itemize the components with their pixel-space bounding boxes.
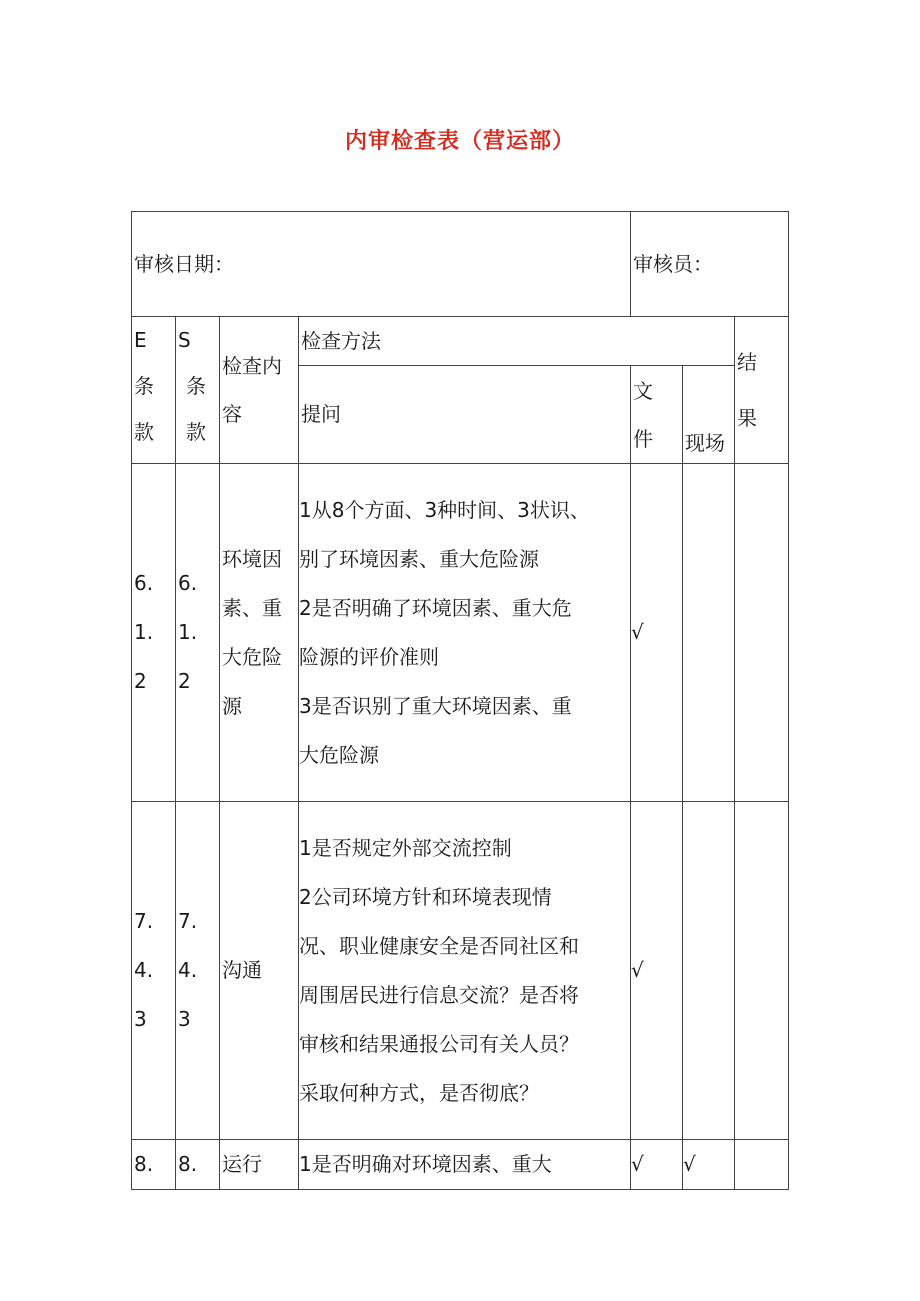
question-header-label: 提问 (301, 402, 341, 426)
site-header-label: 现场 (685, 431, 725, 455)
document-check-cell (631, 464, 683, 802)
s-clause-cell (176, 802, 220, 1140)
site-check-cell (683, 1140, 735, 1190)
s-clause-header-line: 条 (186, 374, 206, 398)
method-header-label: 检查方法 (301, 329, 381, 353)
site-checkmark: √ (683, 1152, 696, 1176)
s-clause-line: 1. (178, 620, 198, 644)
question-line: 周围居民进行信息交流？是否将 (299, 982, 579, 1007)
e-clause-line: 3 (134, 1007, 147, 1031)
s-clause-header (176, 317, 220, 464)
question-line: 1是否规定外部交流控制 (299, 835, 512, 860)
e-clause-header-line: 款 (134, 420, 154, 444)
document-checkmark: √ (631, 1152, 644, 1176)
result-cell (735, 464, 789, 802)
s-clause-line: 6. (178, 571, 198, 595)
question-line: 险源的评价准则 (299, 644, 439, 669)
content-line: 沟通 (222, 958, 262, 982)
question-line: 况、职业健康安全是否同社区和 (299, 933, 579, 958)
s-clause-line: 3 (178, 1007, 191, 1031)
document-check-cell (631, 802, 683, 1140)
content-header-line: 检查内 (222, 354, 282, 378)
s-clause-header-line: 款 (186, 420, 206, 444)
e-clause-line: 4. (134, 958, 154, 982)
e-clause-cell (132, 1140, 176, 1190)
page-title: 内审检查表（营运部） (344, 129, 575, 154)
question-line: 2是否明确了环境因素、重大危 (299, 595, 572, 620)
question-cell (299, 802, 631, 1140)
e-clause-header-line: 条 (134, 374, 154, 398)
document-header-line: 文 (633, 378, 653, 403)
content-cell (220, 802, 299, 1140)
content-cell (220, 1140, 299, 1190)
content-line: 素、重 (222, 595, 282, 620)
result-cell (735, 1140, 789, 1190)
question-line: 大危险源 (299, 742, 379, 767)
document-header (631, 366, 683, 464)
site-check-cell (683, 464, 735, 802)
e-clause-cell (132, 802, 176, 1140)
content-header-line: 容 (222, 402, 242, 426)
result-header-line: 果 (737, 406, 757, 430)
audit-info-row (132, 212, 789, 317)
table-row (132, 1140, 789, 1190)
audit-date-cell (132, 212, 631, 317)
audit-date-label: 审核日期： (134, 252, 234, 276)
result-header-line: 结 (737, 350, 757, 374)
s-clause-line: 7. (178, 909, 198, 933)
e-clause-line: 2 (134, 669, 147, 693)
result-header (735, 317, 789, 464)
content-line: 环境因 (222, 546, 282, 571)
e-clause-line: 1. (134, 620, 154, 644)
content-cell (220, 464, 299, 802)
document-checkmark: √ (631, 620, 644, 644)
e-clause-line: 7. (134, 909, 154, 933)
s-clause-line: 2 (178, 669, 191, 693)
s-clause-header-line: S (178, 328, 191, 352)
question-line: 采取何种方式，是否彻底？ (299, 1080, 539, 1105)
question-cell (299, 464, 631, 802)
e-clause-line: 8. (134, 1152, 154, 1176)
question-line: 3是否识别了重大环境因素、重 (299, 693, 572, 718)
table-row (132, 464, 789, 802)
content-line: 大危险 (222, 644, 282, 669)
s-clause-cell (176, 1140, 220, 1190)
audit-checklist-table (131, 211, 789, 1190)
method-header (299, 317, 735, 366)
s-clause-line: 4. (178, 958, 198, 982)
s-clause-cell (176, 464, 220, 802)
document-checkmark: √ (631, 958, 644, 982)
e-clause-cell (132, 464, 176, 802)
question-line: 1是否明确对环境因素、重大 (299, 1152, 552, 1176)
document-check-cell (631, 1140, 683, 1190)
question-line: 审核和结果通报公司有关人员？ (299, 1031, 579, 1056)
content-header (220, 317, 299, 464)
site-check-cell (683, 802, 735, 1140)
auditor-label: 审核员： (633, 252, 713, 276)
question-line: 1从8个方面、3种时间、3状识、 (299, 497, 590, 522)
content-line: 源 (222, 693, 242, 718)
question-cell (299, 1140, 631, 1190)
result-cell (735, 802, 789, 1140)
auditor-cell (631, 212, 789, 317)
e-clause-header-line: E (134, 328, 147, 352)
question-line: 别了环境因素、重大危险源 (299, 546, 539, 571)
question-line: 2公司环境方针和环境表现情 (299, 884, 552, 909)
site-header (683, 366, 735, 464)
document-header-line: 件 (633, 426, 653, 451)
question-header (299, 366, 631, 464)
content-line: 运行 (222, 1152, 262, 1176)
table-row (132, 802, 789, 1140)
e-clause-line: 6. (134, 571, 154, 595)
s-clause-line: 8. (178, 1152, 198, 1176)
column-header-row (132, 317, 789, 366)
e-clause-header (132, 317, 176, 464)
